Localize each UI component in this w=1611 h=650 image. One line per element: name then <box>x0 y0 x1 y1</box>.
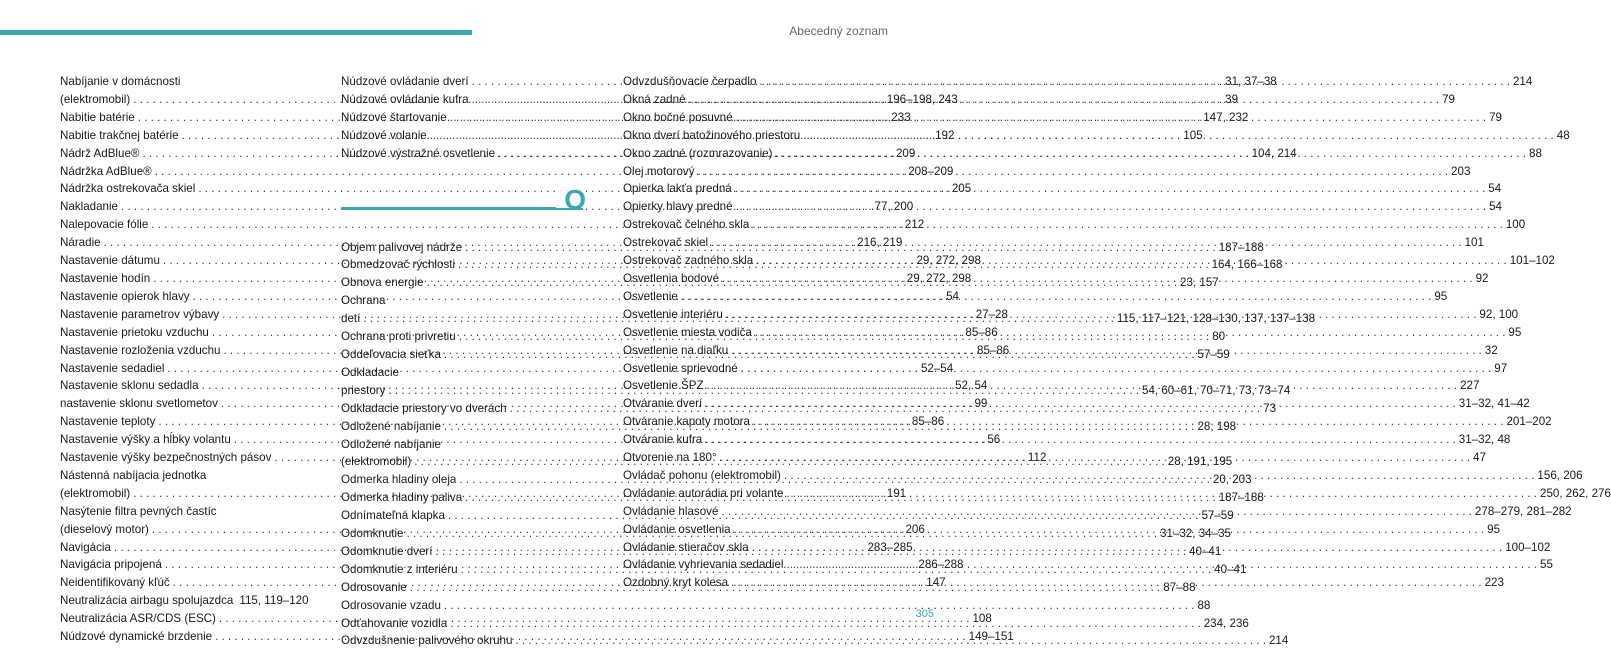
index-entry-pages: 56 <box>987 433 1001 447</box>
index-entry-pages: 77, 200 <box>874 200 914 214</box>
index-entry-pages: 80 <box>1212 330 1226 344</box>
index-entry-term: (elektromobil) <box>60 486 131 500</box>
index-entry-pages: 205 <box>951 182 972 196</box>
index-entry-term: (elektromobil) <box>60 92 131 106</box>
page-number: 305 <box>915 608 934 620</box>
index-entry-term: Nabitie batérie <box>60 110 135 124</box>
index-entry-pages: 54 <box>1488 182 1502 196</box>
index-entry-pages: 88 <box>1197 598 1211 612</box>
header-accent-bar <box>0 30 472 35</box>
index-entry-term: Opierky hlavy predné <box>623 200 733 214</box>
index-entry-term: Objem palivovej nádrže <box>341 240 463 254</box>
index-entry-heading: Odkladacie <box>341 365 400 379</box>
dot-leader <box>720 449 1471 467</box>
index-entry-term: Odrosovanie vzadu <box>341 598 441 612</box>
index-entry-term: Okno dverí batožinového priestoru <box>623 128 801 142</box>
index-entry-term: Ovládanie vyhrievania sedadiel <box>623 558 784 572</box>
index-entry-pages: 48 <box>1556 128 1570 142</box>
index-entry-pages: 209 <box>895 146 916 160</box>
index-entry-term: Nastavenie výšky bezpečnostných pásov <box>60 451 272 465</box>
index-entry-term: Nastavenie sklonu sedadla <box>60 379 199 393</box>
index-entry-pages: 214 <box>1512 75 1533 88</box>
index-entry-term: Núdzové ovládanie dverí <box>341 75 469 88</box>
index-entry-term: detí <box>341 312 361 326</box>
index-entry-pages: 147 <box>926 576 946 590</box>
index-entry-pages: 88 <box>1529 146 1542 160</box>
dot-leader <box>752 216 1503 234</box>
index-entry-term: Osvetlenie miesta vodiča <box>623 325 752 339</box>
index-entry-term: Odkladacie priestory vo dverách <box>341 401 507 415</box>
section-divider-o <box>341 179 586 239</box>
index-entry-pages: 227 <box>1460 379 1480 393</box>
dot-leader <box>734 521 1485 539</box>
index-entry-pages: 57–59 <box>1201 509 1234 523</box>
index-entry-pages: 79 <box>1489 110 1503 124</box>
index-entry-term: Otváranie kufra <box>623 433 703 447</box>
index-entry-term: Núdzové ovládanie kufra <box>341 92 469 106</box>
index-entry-heading: Odložené nabíjanie <box>341 437 441 451</box>
index-entry-term: (dieselový motor) <box>60 522 149 536</box>
dot-leader <box>786 556 1537 574</box>
dot-leader <box>711 234 1462 252</box>
dot-leader <box>731 342 1482 360</box>
index-entry-pages: 212 <box>904 218 925 232</box>
index-entry-term: Ostrekovač zadného skla <box>623 254 754 268</box>
index-entry-pages: 101–102 <box>1509 254 1555 268</box>
index-entry-pages: 73 <box>1263 401 1277 415</box>
dot-leader <box>726 306 1477 324</box>
index-entry-pages: 87–88 <box>1163 580 1196 594</box>
index-entry-pages: 31–32, 48 <box>1458 433 1511 447</box>
index-entry-term: Nastavenie parametrov výbavy <box>60 307 220 321</box>
index-entry-term: Nádrž AdBlue® <box>60 146 140 160</box>
dot-leader <box>776 145 1527 163</box>
index-entry-term: Núdzové volanie <box>341 128 427 142</box>
dot-leader <box>698 163 1449 181</box>
index-entry-pages: 104, 214 <box>1251 146 1297 160</box>
index-entry-pages: 250, 262, 276 <box>1540 486 1611 500</box>
index-entry-term: Odťahovanie vozidla <box>341 616 448 630</box>
index-entry-pages: 20, 203 <box>1212 473 1252 487</box>
index-entry-term: Odomknutie z interiéru <box>341 562 458 576</box>
index-entry-pages: 147, 232 <box>1203 110 1249 124</box>
index-entry-term: Ozdobný kryt kolesa <box>623 576 729 590</box>
index-entry-term: Núdzové dynamické brzdenie <box>60 630 213 644</box>
index-entry-pages: 278–279, 281–282 <box>1474 504 1572 518</box>
index-entry-term: Odomknutie <box>341 527 404 541</box>
index-entry-term: Náradie <box>60 236 101 250</box>
index-entry-pages: 55 <box>1540 558 1553 572</box>
dot-leader <box>736 198 1487 216</box>
dot-leader <box>755 324 1506 342</box>
index-entry-pages: 286–288 <box>918 558 964 572</box>
dot-leader <box>707 377 1458 395</box>
index-entry-term: Odvzdušnenie palivového okruhu <box>341 634 513 648</box>
index-entry-pages: 223 <box>1484 576 1504 590</box>
dot-leader <box>721 503 1472 521</box>
index-entry-pages: 29, 272, 298 <box>916 254 981 268</box>
index-entry-heading: Ochrana <box>341 294 386 308</box>
index-entry-pages: 203 <box>1451 164 1471 178</box>
index-entry-term: Neutralizácia airbagu spolujazdca <box>60 594 234 608</box>
index-entry-term: Ostrekovač čelného skla <box>623 218 750 232</box>
index-entry-term: Nádržka ostrekovača skiel <box>60 182 196 196</box>
dot-leader <box>752 539 1503 557</box>
dot-leader <box>735 180 1486 198</box>
index-entry-pages: 95 <box>1508 325 1522 339</box>
index-entry-term: Nastavenie opierok hlavy <box>60 289 190 303</box>
index-entry-term: Ovládanie hlasové <box>623 504 719 518</box>
index-entry-heading: Nabíjanie v domácnosti <box>60 75 181 88</box>
index-entry-term: Ovládač pohonu (elektromobil) <box>623 468 781 482</box>
dot-leader <box>450 615 1201 633</box>
index-entry-pages: 214 <box>1268 634 1289 648</box>
dot-leader <box>759 73 1510 91</box>
index-entry <box>60 592 309 610</box>
index-entry-term: Osvetlenia bodové <box>623 271 720 285</box>
index-entry-term: Nastavenie hodín <box>60 271 151 285</box>
index-entry-term: Otvorenie na 180° <box>623 451 717 465</box>
index-entry-pages: 101 <box>1464 236 1484 250</box>
index-entry-term: Odnímateľná klapka <box>341 509 445 523</box>
page-header-title: Abecedný zoznam <box>789 24 888 38</box>
index-entry-pages: 149–151 <box>968 630 1014 644</box>
index-entry-pages: 54 <box>1489 200 1502 214</box>
index-entry-pages: 208–209 <box>908 164 954 178</box>
index-entry-term: Odmerka hladiny oleja <box>341 473 457 487</box>
index-entry-pages: 28, 191, 195 <box>1167 455 1233 469</box>
index-entry-term: Ostrekovač skiel <box>623 236 709 250</box>
index-entry-pages: 201–202 <box>1506 415 1552 429</box>
index-entry-term: Osvetlenie interiéru <box>623 307 723 321</box>
dot-leader <box>689 91 1440 109</box>
index-entry-pages: 85–86 <box>965 325 998 339</box>
index-entry-pages: 97 <box>1494 361 1508 375</box>
index-entry-pages: 95 <box>1434 289 1448 303</box>
index-entry-term: Opierka lakťa predná <box>623 182 732 196</box>
index-entry-pages: 54, 60–61, 70–71, 73, 73–74 <box>1142 383 1291 397</box>
index-entry-pages: 27–28 <box>975 307 1008 321</box>
index-entry-pages: 196–198, 243 <box>886 92 958 106</box>
dot-leader <box>736 109 1487 127</box>
dot-leader <box>756 252 1507 270</box>
index-entry-pages: 115, 119–120 <box>239 594 309 608</box>
dot-leader <box>803 127 1554 145</box>
dot-leader <box>741 360 1492 378</box>
index-entry-pages: 234, 236 <box>1203 616 1249 630</box>
index-entry-term: Okno zadné (rozmrazovanie) <box>623 146 773 160</box>
index-entry-term: Nalepovacie fólie <box>60 218 149 232</box>
dot-leader <box>681 288 1432 306</box>
index-entry-term: Okno bočné posuvné <box>623 110 733 124</box>
index-entry-pages: 39 <box>1225 92 1239 106</box>
index-entry-pages: 57–59 <box>1197 347 1230 361</box>
index-entry-term: Nastavenie rozloženia vzduchu <box>60 343 221 357</box>
index-entry-pages: 52, 54 <box>955 379 988 393</box>
index-entry-term: Ovládanie osvetlenia <box>623 522 731 536</box>
dot-leader <box>705 431 1456 449</box>
index-entry-term: Nastavenie výšky a hĺbky volantu <box>60 433 231 447</box>
index-entry-term: Navigácia <box>60 540 111 554</box>
index-entry-term: Ovládanie autorádia pri volante <box>623 486 784 500</box>
index-entry-term: Odomknutie dverí <box>341 544 433 558</box>
index-entry-pages: 164, 166–168 <box>1211 258 1283 272</box>
section-divider-line <box>341 207 583 210</box>
index-entry-term: Olej motorový <box>623 164 695 178</box>
index-entry-pages: 95 <box>1487 522 1501 536</box>
dot-leader <box>705 395 1456 413</box>
index-entry-pages: 100–102 <box>1505 540 1551 554</box>
dot-leader <box>784 467 1535 485</box>
index-entry-pages: 40–41 <box>1189 544 1222 558</box>
index-entry-pages: 233 <box>891 110 911 124</box>
index-entry-term: Nastavenie prietoku vzduchu <box>60 325 209 339</box>
dot-leader <box>722 270 1473 288</box>
index-entry-term: Núdzové výstražné osvetlenie <box>341 146 496 160</box>
index-entry-pages: 283–285 <box>867 540 913 554</box>
index-entry-pages: 79 <box>1442 92 1455 106</box>
index-entry-pages: 29, 272, 298 <box>906 271 972 285</box>
index-entry-term: Osvetlenie na diaľku <box>623 343 729 357</box>
index-entry-pages: 85–86 <box>977 343 1010 357</box>
index-entry-pages: 31, 37–38 <box>1225 75 1277 88</box>
index-entry-pages: 31–32, 34–35 <box>1160 527 1231 541</box>
section-letter: O <box>556 191 586 209</box>
index-entry-term: priestory <box>341 383 386 397</box>
index-entry-term: Neidentifikovaný kľúč <box>60 576 170 590</box>
index-entry-pages: 85–86 <box>911 415 945 429</box>
index-entry-term: Nakladanie <box>60 200 119 214</box>
index-entry-term: Nastavenie sedadiel <box>60 361 165 375</box>
index-entry-term: Osvetlenie ŠPZ <box>623 379 704 393</box>
index-entry-pages: 187–188 <box>1218 491 1264 505</box>
index-entry-pages: 31–32, 41–42 <box>1458 397 1530 411</box>
dot-leader <box>753 413 1504 431</box>
index-entry-term: Osvetlenie sprievodné <box>623 361 738 375</box>
index-entry-pages: 92, 100 <box>1479 307 1519 321</box>
index-entry-term: nastavenie sklonu svetlometov <box>60 397 218 411</box>
index-entry-term: Nastavenie teploty <box>60 415 156 429</box>
index-entry-pages: 92 <box>1475 271 1489 285</box>
index-entry-pages: 99 <box>974 397 988 411</box>
index-entry-pages: 100 <box>1505 218 1526 232</box>
index-entry-term: Núdzové štartovanie <box>341 110 447 124</box>
index-entry-pages: 47 <box>1473 451 1487 465</box>
index-entry-term: Obmedzovač rýchlosti <box>341 258 456 272</box>
index-entry-heading: Nasýtenie filtra pevných častíc <box>60 504 217 518</box>
index-entry-term: Obnova energie <box>341 276 424 290</box>
dot-leader <box>515 632 1266 650</box>
index-entry-term: Ovládanie stieračov skla <box>623 540 749 554</box>
dot-leader <box>731 574 1482 592</box>
index-entry-term: Nabitie trakčnej batérie <box>60 128 179 142</box>
index-entry-term: Neutralizácia ASR/CDS (ESC) <box>60 612 216 626</box>
index-entry-pages: 206 <box>905 522 925 536</box>
index-entry-term: Nádržka AdBlue® <box>60 164 152 178</box>
dot-leader <box>786 485 1537 503</box>
index-entry-pages: 52–54 <box>920 361 954 375</box>
index-entry-term: Otváranie dverí <box>623 397 703 411</box>
index-entry-pages: 216, 219 <box>857 236 903 250</box>
index-entry-term: Odmerka hladiny paliva <box>341 491 463 505</box>
index-entry-pages: 115, 117–121, 128–130, 137, 137–138 <box>1116 312 1316 326</box>
index-entry-term: Odrosovanie <box>341 580 407 594</box>
index-entry-term: (elektromobil) <box>341 455 412 469</box>
index-entry-pages: 191 <box>886 486 907 500</box>
index-entry-term: Osvetlenie <box>623 289 678 303</box>
index-entry-pages: 192 <box>935 128 955 142</box>
index-entry-term: Odvzdušňovacie čerpadlo <box>623 75 757 88</box>
index-entry-term: Ochrana proti privretiu <box>341 330 456 344</box>
index-entry-pages: 156, 206 <box>1537 468 1583 482</box>
index-entry-pages: 54 <box>946 289 959 303</box>
index-entry-term: Okná zadné <box>623 92 686 106</box>
index-entry-term: Navigácia pripojená <box>60 558 162 572</box>
index-entry-pages: 187–188 <box>1218 240 1264 254</box>
index-entry-pages: 28, 198 <box>1197 419 1237 433</box>
index-entry-pages: 105 <box>1183 128 1203 142</box>
index-entry-pages: 23, 157 <box>1180 276 1219 290</box>
index-entry-pages: 108 <box>972 612 992 626</box>
index-entry-term: Otváranie kapoty motora <box>623 415 750 429</box>
index-entry-pages: 40–41 <box>1214 562 1247 576</box>
index-entry-heading: Nástenná nabíjacia jednotka <box>60 468 207 482</box>
index-entry-term: Odložené nabíjanie <box>341 419 441 433</box>
index-entry-pages: 32 <box>1484 343 1498 357</box>
index-entry-term: Oddeľovacia sieťka <box>341 347 441 361</box>
index-entry-term: Nastavenie dátumu <box>60 254 160 268</box>
index-entry-pages: 112 <box>1027 451 1047 465</box>
dot-leader <box>444 597 1195 615</box>
